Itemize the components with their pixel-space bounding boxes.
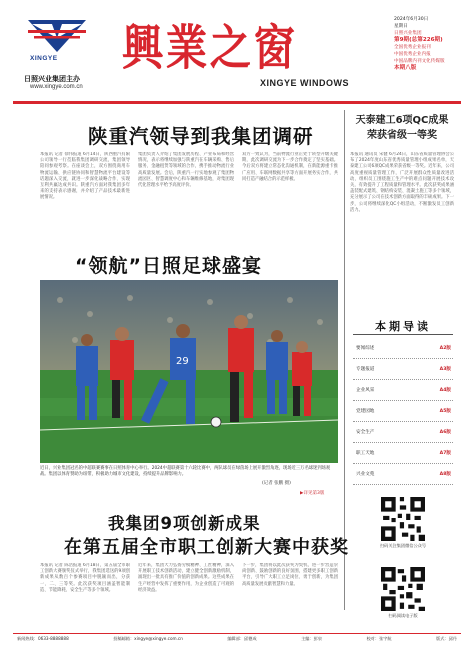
toc-item-label: 专题报道	[356, 367, 375, 372]
toc-item[interactable]	[353, 359, 453, 380]
story2-headline[interactable]: “领航”日照足球盛宴	[75, 255, 262, 277]
svg-text:29: 29	[176, 356, 189, 367]
toc-item[interactable]	[353, 443, 453, 464]
footer-editor: 主编：彭泉	[301, 636, 323, 641]
footer-email[interactable]: 投稿邮箱：xingye@xingye.com.cn	[113, 636, 183, 641]
toc-item[interactable]	[353, 401, 453, 422]
photo-credit: (记者 张鹏 摄)	[262, 481, 291, 486]
photo-caption: 近日，兴业集团冠名的中超联赛赛事在日照体育中心举行。2024中超联赛第十六轮比赛中，两队球员在绿茵场上展开激烈角逐，现场近三万名球迷到场观战。集团以体育赞助为纽带，积极助力城市文化建设，持续提升品牌影响力。	[40, 466, 331, 477]
xingye-logo-icon	[22, 14, 92, 56]
masthead-title: 興業之窗	[122, 20, 298, 76]
issue-weekday: 星期日	[394, 24, 408, 29]
issue-date: 2024年6月30日	[394, 17, 429, 22]
issue-info-box	[394, 16, 462, 72]
jump-link[interactable]: ▶详见第3版	[300, 491, 325, 496]
story3-column-3: 下一步，集团将以此次获奖为契机，进一步营造崇尚创新、鼓励创新的良好氛围，搭建更多职工创新平台，引导广大职工立足岗位、勇于创新，为集团高质量发展贡献智慧和力量。	[242, 563, 338, 587]
toc-title: 本期导读	[375, 320, 431, 333]
story3-column-2: 近年来，集团大力弘扬劳模精神、工匠精神，深入开展职工技术创新活动，建立健全创新激励机制，涌现出一批具有推广价值的创新成果。这些成果在生产经营中发挥了重要作用，为企业创造了可观的经济效益。	[138, 563, 234, 593]
toc-item[interactable]	[353, 464, 453, 485]
toc-item-page: A7版	[439, 451, 451, 456]
story3-headline-line2[interactable]: 在第五届全市职工创新大赛中获奖	[64, 537, 349, 558]
side-story-body: 本报讯 通讯员 宋健 6月24日，山东省质量管理协会公布了2024年度山东省优秀质量管理小组成果名单，天泰建工公司6项QC成果荣获省级一等奖。近年来，公司高度重视质量管理工作，广泛开展群众性质量改进活动，组织员工围绕施工生产中的难点问题开展技术攻关，有效提升了工程质量和管理水平。此次获奖成果涵盖装配式建筑、钢结构安装、混凝土施工等多个领域，充分展示了公司在技术创新方面取得的丰硕成果。下一步，公司将继续深化QC小组活动，不断激发员工创新活力。	[350, 152, 454, 213]
toc-item-label: 安全生产	[356, 430, 375, 435]
toc-item-label: 职工天地	[356, 451, 375, 456]
org-name: 日照兴业集团主办	[24, 75, 80, 83]
side-story-headline-line1: 天泰建工6项QC成果	[355, 115, 449, 126]
qr-code-epaper-icon[interactable]	[381, 567, 425, 611]
footer-bar	[13, 633, 461, 644]
side-story-headline[interactable]	[348, 113, 456, 143]
toc-item-page: A4版	[439, 388, 451, 393]
publisher-line-2: 中国优秀企业内报	[394, 52, 431, 57]
logo-text: XINGYE	[30, 55, 58, 62]
story1-headline[interactable]: 陕重汽领导到我集团调研	[88, 125, 314, 148]
toc-item[interactable]	[353, 422, 453, 443]
story1-column-1: 本报讯 记者 徐伟报道 6月14日，陕西重汽有限公司领导一行莅临我集团调研交流，集团领导陪同参观考察。在座谈会上，双方围绕商用车物流运输、供应链协同和智慧物流平台建设等话题深入交流，就进一步深化战略合作、实现互利共赢达成共识。陕重汽方面对我集团多年来的支持表示感谢，并介绍了产品技术最新进展情况。	[40, 152, 130, 201]
toc-list	[353, 338, 453, 485]
toc-item-label: 兴业文苑	[356, 472, 375, 477]
footer-design: 版式：邱丹	[436, 636, 457, 641]
publisher-line-3: 中国品牌内刊文化传媒版	[394, 59, 445, 64]
toc-item-page: A8版	[439, 472, 451, 477]
toc-item-page: A3版	[439, 367, 451, 372]
footer-editor-dept: 编辑部：邱德成	[227, 636, 257, 641]
qr-code-wechat-icon[interactable]	[381, 497, 425, 541]
toc-item[interactable]	[353, 338, 453, 359]
side-story-headline-line2: 荣获省级一等奖	[367, 130, 437, 141]
toc-item-page: A2版	[439, 346, 451, 351]
story3-column-1: 本报讯 记者 陈浩报道 6月18日，第五届全市职工创新大赛颁奖仪式举行，我集团选送的9项创新成果从数百个参赛项目中脱颖而出，分获一、二、三等奖。此次获奖项目涵盖智能制造、节能降耗、安全生产等多个领域。	[40, 563, 130, 593]
masthead-rule	[13, 101, 461, 104]
toc-item-label: 党建园地	[356, 409, 375, 414]
footer-proof: 校对：张宇航	[366, 636, 392, 641]
toc-rule	[353, 334, 453, 335]
issue-extra: 日照兴业集团	[394, 31, 422, 36]
story1-column-3: 双方一致认为，当前物流行业正处于转型升级关键期，此次调研交流为下一步合作奠定了坚实基础。今后双方将建立常态化沟通机制，在新能源重卡推广应用、车联网数据共享等方面开展务实合作，共同打造产融结合的示范样板。	[242, 152, 338, 182]
org-url[interactable]: www.xingye.com.cn	[30, 84, 83, 90]
issue-number: 第9期(总第226期)	[394, 37, 443, 43]
toc-item-label: 企业风采	[356, 388, 375, 393]
masthead-english-title: XINGYE WINDOWS	[260, 78, 350, 88]
toc-item-page: A5版	[439, 409, 451, 414]
footer-hotline: 新闻热线：0633-8888888	[17, 636, 69, 641]
publisher-line-1: 全国优秀企业报刊	[394, 45, 431, 50]
toc-item-page: A6版	[439, 430, 451, 435]
qr-caption-epaper: 扫码阅读电子版	[388, 613, 418, 618]
pages-line: 本期八版	[394, 65, 417, 71]
qr-caption-wechat: 扫码关注集团微信公众号	[379, 543, 427, 548]
toc-item-label: 要闻综述	[356, 346, 375, 351]
toc-item[interactable]	[353, 380, 453, 401]
story1-column-2: 集团负责人介绍了集团发展历程、产业布局和经营情况，表示将继续加强与陕重汽在车辆采购、售后服务、金融租赁等领域的合作，携手推动物流行业高质量发展。会后，陕重汽一行实地参观了集团物流园区、智慧调度中心和车辆维修基地，对集团现代化管理水平给予高度评价。	[138, 152, 234, 189]
story3-headline-line1[interactable]: 我集团9项创新成果	[108, 514, 261, 533]
football-match-photo[interactable]	[40, 280, 338, 463]
